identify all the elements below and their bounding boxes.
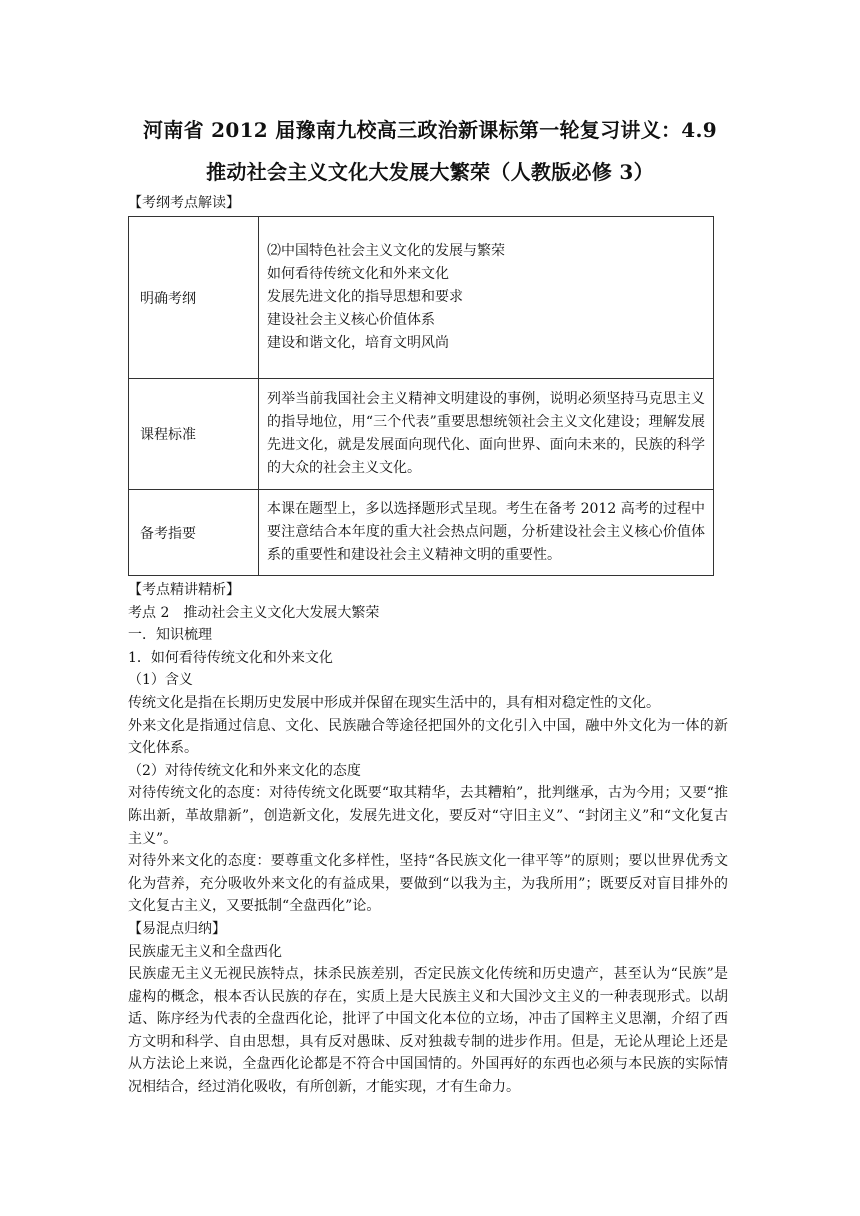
section-heading-confusion: 【易混点归纳】 [128, 920, 226, 937]
exam-guide-text: 本课在题型上，多以选择题形式呈现。考生在备考 2012 高考的过程中要注意结合本年度的重大社会热点问题，分析建设社会主义核心价值体系的重要性和建设社会主义精神文明的重要性。 [267, 501, 705, 563]
document-title-line-1: 河南省 2012 届豫南九校高三政治新课标第一轮复习讲义：4.9 [143, 118, 717, 142]
syllabus-line: 建设社会主义核心价值体系 [267, 312, 435, 328]
row-content [259, 379, 714, 490]
row-content [259, 490, 714, 576]
section-heading-analysis: 【考点精讲精析】 [128, 582, 240, 598]
syllabus-line: 建设和谐文化，培育文明风尚 [267, 335, 449, 351]
item-heading: 1．如何看待传统文化和外来文化 [128, 649, 333, 666]
syllabus-line: ⑵中国特色社会主义文化的发展与繁荣 [267, 243, 505, 259]
row-label: 课程标准 [129, 379, 259, 490]
outline-table [128, 216, 714, 576]
document-title-line-2: 推动社会主义文化大发展大繁荣（人教版必修 3） [206, 160, 654, 184]
syllabus-line: 发展先进文化的指导思想和要求 [267, 289, 463, 305]
table-row [129, 379, 714, 490]
curriculum-standard-text: 列举当前我国社会主义精神文明建设的事例，说明必须坚持马克思主义的指导地位，用“三个代表”重要思想统领社会主义文化建设；理解发展先进文化，就是发展面向现代化、面向世界、面向未来的，民族的科学的大众的社会主义文化。 [267, 391, 705, 476]
row-label: 备考指要 [129, 490, 259, 576]
section-heading-outline: 【考纲考点解读】 [128, 195, 240, 211]
paragraph: 对待传统文化的态度：对待传统文化既要“取其精华，去其糟粕”，批判继承，古为今用；又要“推陈出新，革故鼎新”，创造新文化，发展先进文化，要反对“守旧主义”、“封闭主义”和“文化复古主义”。 [128, 785, 728, 847]
sub-heading: （1）含义 [128, 672, 193, 689]
point-title: 考点 2 推动社会主义文化大发展大繁荣 [128, 604, 380, 621]
paragraph: 民族虚无主义无视民族特点，抹杀民族差别，否定民族文化传统和历史遗产，甚至认为“民族”是虚构的概念，根本否认民族的存在，实质上是大民族主义和大国沙文主义的一种表现形式。以胡适、陈序经为代表的全盘西化论，批评了中国文化本位的立场，冲击了国粹主义思潮，介绍了西方文明和科学、自由思想，具有反对愚昧、反对独裁专制的进步作用。但是，无论从理论上还是从方法论上来说，全盘西化论都是不符合中国国情的。外国再好的东西也必须与本民族的实际情况相结合，经过消化吸收，有所创新，才能实现，才有生命力。 [128, 966, 728, 1096]
sub-heading: （2）对待传统文化和外来文化的态度 [128, 762, 361, 779]
table-row [129, 217, 714, 379]
table-row [129, 490, 714, 576]
paragraph: 传统文化是指在长期历史发展中形成并保留在现实生活中的，具有相对稳定性的文化。 [128, 694, 660, 711]
syllabus-line: 如何看待传统文化和外来文化 [267, 266, 449, 282]
row-label: 明确考纲 [129, 217, 259, 379]
paragraph: 外来文化是指通过信息、文化、民族融合等途径把国外的文化引入中国，融中外文化为一体的新文化体系。 [128, 717, 728, 757]
part-heading: 一．知识梳理 [128, 627, 212, 644]
main-content [128, 579, 728, 1099]
confusion-title: 民族虚无主义和全盘西化 [128, 943, 282, 960]
row-content [259, 217, 714, 379]
paragraph: 对待外来文化的态度：要尊重文化多样性，坚持“各民族文化一律平等”的原则；要以世界优秀文化为营养，充分吸收外来文化的有益成果，要做到“以我为主，为我所用”；既要反对盲目排外的文化复古主义，又要抵制“全盘西化”论。 [128, 853, 728, 915]
